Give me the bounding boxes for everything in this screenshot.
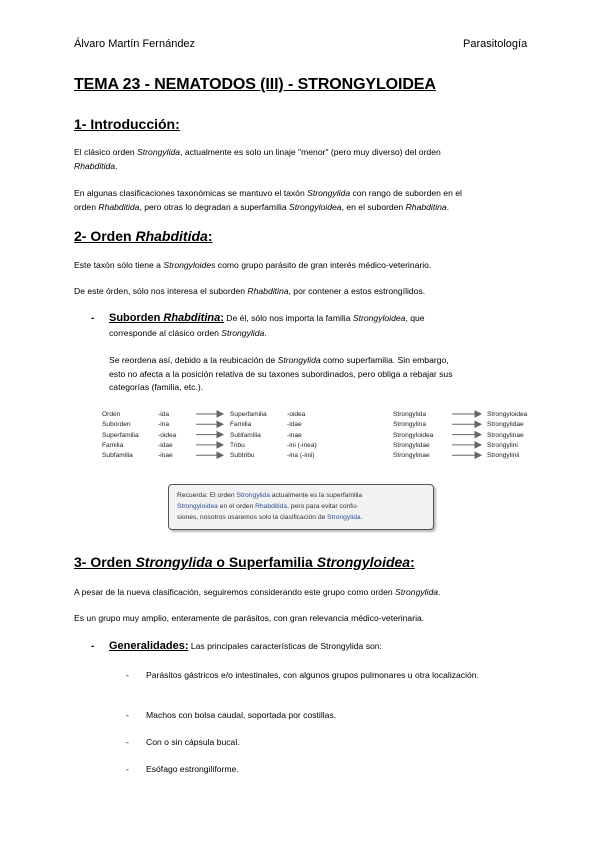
taxa-col-old-names: Strongylida Strongylina Strongyloidea Strongylidae Strongylinae — [393, 411, 434, 460]
bullet-item-2: Machos con bolsa caudal, soportada por costillas. — [146, 710, 337, 720]
generalidades-line: Generalidades: Las principales características de Strongylida son: — [109, 640, 382, 652]
right-arrow-head — [475, 452, 481, 458]
left-arrow-head — [217, 452, 223, 458]
left-arrow-head — [217, 432, 223, 438]
right-arrow-head — [475, 421, 481, 427]
bullet-mark: - — [126, 670, 129, 680]
taxa-col-new-suffixes: -oidea -idae -inae -ini (-inea) -ina (-inii) — [287, 411, 317, 460]
bullet-mark: - — [126, 737, 129, 747]
taxa-col-ranks: Orden Suborden Superfamilia Familia Subfamilia — [102, 411, 139, 460]
section-1-paragraph-2: En algunas clasificaciones taxonómicas se mantuvo el taxón Strongylida con rango de suborden en el orden Rhabditida, pero otras lo degradan a superfamilia Strongyloidea, en el suborden Rhabditina. — [74, 188, 462, 212]
section-3-paragraph-1: A pesar de la nueva clasificación, seguiremos considerando este grupo como orden Strongylida. — [74, 587, 441, 597]
section-3-heading: 3- Orden Strongylida o Superfamilia Strongyloidea: — [74, 554, 415, 570]
taxa-col-new-ranks: Superfamilia Familia Subfamilia Tribu Subtribu — [230, 411, 267, 460]
right-arrow-head — [475, 432, 481, 438]
page-title: TEMA 23 - NEMATODOS (III) - STRONGYLOIDEA — [74, 76, 436, 93]
bullet-item-4: Esófago estrongiliforme. — [146, 764, 239, 774]
suborden-paragraph-2: Se reordena así, debido a la reubicación de Strongylida como superfamilia. Sin embargo, esto no afecta a la posición relativa de su taxones subordinados, pero obliga a rebajar sus categorías (familia, etc.). — [109, 355, 453, 392]
left-arrow-head — [217, 411, 223, 417]
arrows-left — [196, 411, 223, 458]
suborden-line-2: corresponde al clásico orden Strongylida. — [109, 328, 267, 338]
section-2-heading: 2- Orden Rhabditida: — [74, 228, 213, 244]
bullet-mark: - — [126, 764, 129, 774]
list-dash: - — [91, 641, 95, 652]
section-3-paragraph-2: Es un grupo muy amplio, enteramente de parásitos, con gran relevancia médico-veterinaria. — [74, 613, 425, 623]
right-arrow-head — [475, 411, 481, 417]
header-subject: Parasitología — [463, 38, 528, 50]
bullet-mark: - — [126, 710, 129, 720]
section-1-heading: 1- Introducción: — [74, 116, 180, 132]
left-arrow-head — [217, 442, 223, 448]
arrows-right — [452, 411, 481, 458]
left-arrow-head — [217, 421, 223, 427]
taxa-col-suffixes: -ida -ina -oidea -idae -inae — [158, 411, 177, 460]
section-2-paragraph-2: De este órden, sólo nos interesa el suborden Rhabditina, por contener a estos estrongílidos. — [74, 286, 426, 296]
taxa-col-new-names: Strongyloidea Strongylidae Strongylinae Strongylini Strongylinii — [487, 411, 528, 460]
section-2-paragraph-1: Este taxón sólo tiene a Strongyloides como grupo parásito de gran interés médico-veterinario. — [74, 260, 432, 270]
bullet-item-3: Con o sin cápsula bucal. — [146, 737, 240, 747]
list-dash: - — [91, 313, 95, 324]
right-arrow-head — [475, 442, 481, 448]
header-author: Álvaro Martín Fernández — [74, 38, 196, 50]
reminder-note: Recuerda: El orden Strongylida actualmente es la superfamilia Strongyloidea en el orden Rhabditida, pero para evitar confu- siones, nosotros usaremos solo la clasificación de Strongylida. — [168, 484, 434, 530]
suborden-line-1: Suborden Rhabditina: De él, sólo nos importa la familia Strongyloidea, que — [109, 312, 425, 324]
bullet-item-1: Parásitos gástricos e/o intestinales, con algunos grupos pulmonares u otra localización. — [146, 670, 479, 680]
section-1-paragraph-1: El clásico orden Strongylida, actualmente es solo un linaje "menor" (pero muy diverso) del orden Rhabditida. — [74, 147, 441, 171]
